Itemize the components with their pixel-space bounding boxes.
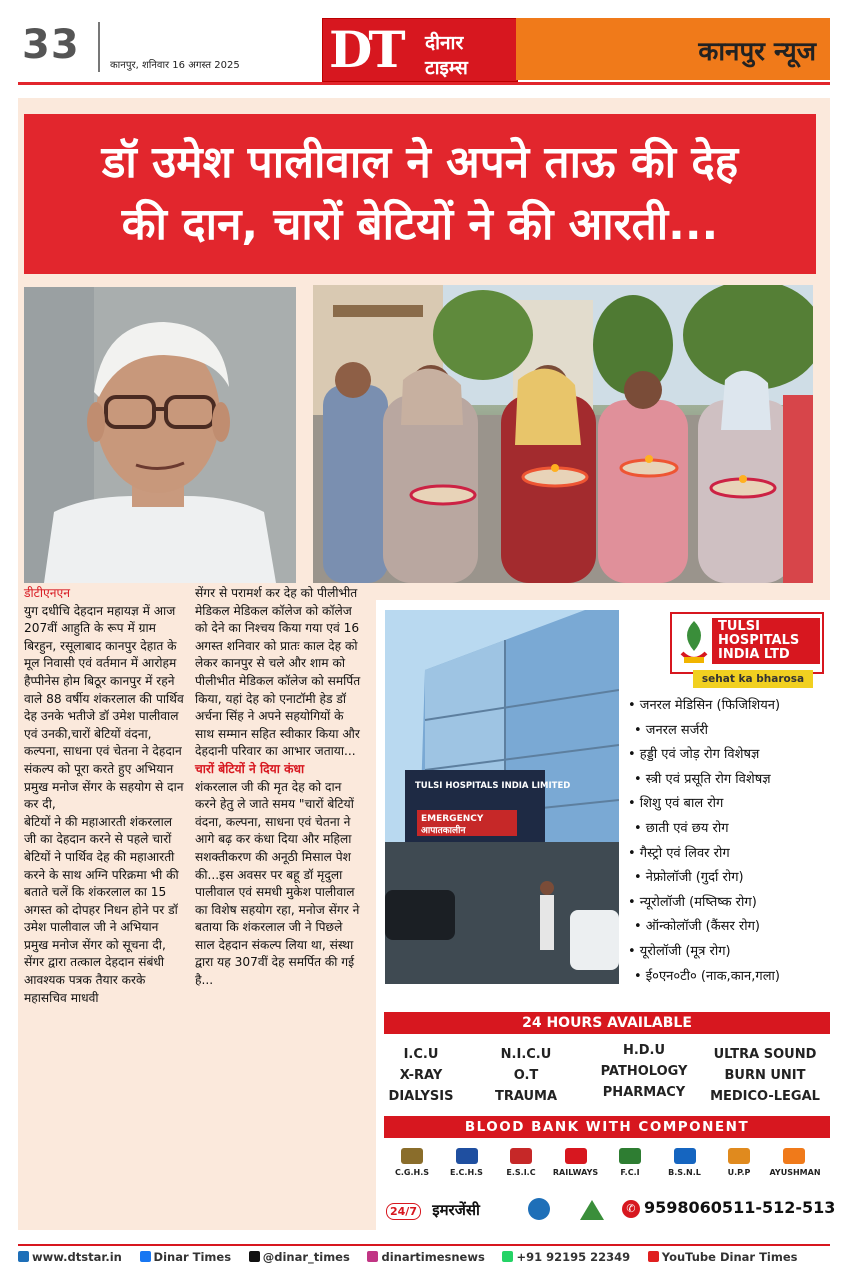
facility-item: PHARMACY (602, 1085, 686, 1100)
logo-line2: टाइम्स (425, 57, 468, 79)
panel-emblem-icon (456, 1148, 478, 1164)
panel-emblem-icon (619, 1148, 641, 1164)
hospital-building-photo (385, 610, 619, 984)
footer-facebook[interactable]: Dinar Times (140, 1250, 232, 1264)
service-item: • ऑन्कोलॉजी (कैंसर रोग) (634, 919, 760, 935)
hospital-building-illustration (385, 610, 619, 984)
article-column-1 (24, 585, 184, 1007)
article-column-2 (195, 585, 365, 990)
panel-label: U.P.P (727, 1168, 751, 1177)
facility-item: TRAUMA (494, 1089, 558, 1104)
building-sign-emergency: EMERGENCY (421, 814, 484, 824)
byline: डीटीएनएन (24, 586, 70, 600)
article-paragraph: बताते चलें कि शंकरलाल का 15 अगस्त को दोपहर निधन होने पर डॉ उमेश पालीवाल जी ने अभियान प्रमुख मनोज सेंगर को सूचना दी, सेंगर द्वारा तत्काल देहदान संबंधी आवश्यक पत्रक तैयार करके महासचिव माधवी (24, 885, 178, 1005)
panel-logo (715, 1148, 763, 1177)
phone-number[interactable] (622, 1198, 835, 1218)
service-item: • हड्डी एवं जोड़ रोग विशेषज्ञ (628, 747, 760, 763)
whatsapp-icon (502, 1251, 513, 1262)
service-item: • ई०एन०टी० (नाक,कान,गला) (634, 968, 780, 984)
headline-box (24, 114, 816, 274)
panel-emblem-icon (401, 1148, 423, 1164)
hospital-seal-icon (528, 1198, 550, 1220)
facility-item: ULTRA SOUND (713, 1047, 817, 1062)
article-paragraph: युग दधीचि देहदान महायज्ञ में आज 207वीं आहुति के रूप में ग्राम बिरहुन, रसूलाबाद कानपुर देहात के मूल निवासी एवं वर्तमान में आरोहम हैप्पीनेस होम बिठूर कानपुर में रहने वाले 88 वर्षीय शंकरलाल की पार्थिव देह उनके भतीजे डॉ उमेश पालीवाल एवं उनकी,चारों बेटियों वंदना, कल्पना, साधना एवं चेतना ने देहदान संकल्प को पूरा करते हुए अभियान प्रमुख मनोज सेंगर के सहयोग से दान कर दी, (24, 603, 184, 812)
facility-item: O.T (513, 1068, 539, 1083)
footer-instagram[interactable]: dinartimesnews (367, 1250, 484, 1264)
facility-item: PATHOLOGY (600, 1064, 688, 1079)
facility-column (490, 1044, 562, 1107)
logo-line1: दीनार (425, 32, 464, 54)
x-twitter-icon (249, 1251, 260, 1262)
section-title: कानपुर न्यूज (698, 37, 816, 67)
panel-label: F.C.I (620, 1168, 640, 1177)
facility-column (384, 1044, 458, 1107)
footer-rule (18, 1244, 830, 1246)
headline-line1: डॉ उमेश पालीवाल ने अपने ताऊ की देह (101, 137, 739, 188)
phone-icon: ✆ (622, 1200, 640, 1218)
headline-line2: की दान, चारों बेटियों ने की आरती... (121, 199, 719, 250)
panel-emblem-icon (728, 1148, 750, 1164)
service-item: • गैस्ट्रो एवं लिवर रोग (628, 845, 730, 861)
panel-emblem-icon (783, 1148, 805, 1164)
instagram-icon (367, 1251, 378, 1262)
service-item: • नेफ्रोलॉजी (गुर्दा रोग) (634, 870, 744, 886)
article-paragraph: शंकरलाल जी की मृत देह को दान करने हेतु ले जाते समय "चारों बेटियों वंदना, कल्पना, साधना एवं चेतना ने आगे बढ़ कर कंधा दिया और महिला सशक्तीकरण की अनूठी मिसाल पेश की...इस अवसर पर बहू डॉ मृदुला पालीवाल एवं समधी मुकेश पालीवाल का विशेष सहयोग रहा, मनोज सेंगर ने बताया कि शंकरलाल जी ने पिछले साल देहदान संकल्प लिया था, संस्था द्वारा यह 307वीं देह समर्पित की गई है... (195, 779, 360, 988)
panel-emblem-icon (510, 1148, 532, 1164)
section-banner (516, 18, 830, 80)
article-paragraph: बेटियों ने की महाआरती शंकरलाल जी का देहदान करने से पहले चारों बेटियों ने पार्थिव देह की महाआरती करने के साथ अग्नि परिक्रमा भी की (24, 814, 179, 882)
article-subhead: चारों बेटियों ने दिया कंधा (195, 761, 305, 776)
service-item: • न्यूरोलॉजी (मष्तिष्क रोग) (628, 894, 757, 910)
nabh-logo-icon (580, 1200, 604, 1220)
emergency-line (386, 1200, 480, 1220)
aarti-photo-illustration (313, 285, 813, 583)
service-item: • जनरल मेडिसिन (फिजिशियन) (628, 698, 781, 713)
facility-item: H.D.U (622, 1043, 666, 1058)
building-sign-hindi: आपातकालीन (421, 826, 466, 836)
panel-label: E.C.H.S (450, 1168, 483, 1177)
panel-label: AYUSHMAN (769, 1168, 821, 1177)
footer-website[interactable]: www.dtstar.in (18, 1250, 122, 1264)
panel-label: RAILWAYS (552, 1168, 599, 1177)
service-item: • शिशु एवं बाल रोग (628, 796, 724, 812)
service-item: • जनरल सर्जरी (634, 722, 709, 738)
available-banner: 24 HOURS AVAILABLE (384, 1012, 830, 1034)
facility-column (584, 1040, 704, 1103)
facility-item: DIALYSIS (388, 1089, 454, 1104)
hospital-tagline: sehat ka bharosa (693, 670, 813, 688)
panel-logo (661, 1148, 709, 1177)
panel-logo (443, 1148, 491, 1177)
panel-logo (497, 1148, 545, 1177)
panel-logo (388, 1148, 436, 1177)
service-item: • स्त्री एवं प्रसूति रोग विशेषज्ञ (634, 771, 771, 787)
portrait-photo-illustration (24, 287, 296, 583)
facility-item: BURN UNIT (724, 1068, 806, 1083)
service-item: • छाती एवं छय रोग (634, 820, 729, 836)
header-rule (18, 82, 830, 85)
panel-emblem-icon (565, 1148, 587, 1164)
service-item: • यूरोलॉजी (मूत्र रोग) (628, 943, 731, 959)
facility-column (700, 1044, 830, 1107)
hospital-name: TULSI HOSPITALS INDIA LTD (712, 618, 820, 664)
globe-icon (18, 1251, 29, 1262)
dateline: कानपुर, शनिवार 16 अगस्त 2025 (110, 60, 240, 71)
facility-item: X-RAY (399, 1068, 443, 1083)
page-number: 33 (22, 22, 80, 68)
footer-whatsapp[interactable]: +91 92195 22349 (502, 1250, 630, 1264)
facility-item: I.C.U (403, 1047, 439, 1062)
facility-item: MEDICO-LEGAL (710, 1089, 820, 1104)
panel-label: C.G.H.S (394, 1168, 429, 1177)
panel-label: B.S.N.L (668, 1168, 701, 1177)
emergency-247-badge: 24/7 (386, 1203, 421, 1220)
panel-label: E.S.I.C (506, 1168, 536, 1177)
youtube-icon (648, 1251, 659, 1262)
tulsi-leaf-icon (676, 617, 712, 667)
portrait-photo (24, 287, 296, 583)
blood-bank-banner: BLOOD BANK WITH COMPONENT (384, 1116, 830, 1138)
services-list (628, 694, 828, 989)
masthead-logo[interactable] (322, 18, 518, 82)
facebook-icon (140, 1251, 151, 1262)
emergency-label: इमरजेंसी (432, 1201, 480, 1219)
panel-emblem-icon (674, 1148, 696, 1164)
panel-logo (606, 1148, 654, 1177)
panel-logo (769, 1148, 821, 1177)
footer-social-bar (18, 1250, 830, 1272)
footer-youtube[interactable]: YouTube Dinar Times (648, 1250, 798, 1264)
footer-twitter[interactable]: @dinar_times (249, 1250, 350, 1264)
phone-text: 9598060511-512-513 (644, 1198, 836, 1217)
facility-item: N.I.C.U (500, 1047, 552, 1062)
logo-letters: DT (329, 20, 402, 79)
aarti-photo (313, 285, 813, 583)
article-paragraph: सेंगर से परामर्श कर देह को पीलीभीत मेडिकल मेडिकल कॉलेज को कॉलेज को देने का निश्चय किया गया एवं 16 अगस्त शनिवार को प्रातः काल देह को लेकर कानपुर से चले और शाम को पीलीभीत मेडिकल कॉलेज को समर्पित किया, यहां देह को एनाटॉमी हेड डॉ अर्चना सिंह ने अपने सहयोगियों के साथ सम्मान सहित स्वीकार किया और देहदानी परिवार का आभार जताया... (195, 586, 361, 759)
header-divider (98, 22, 100, 72)
panel-logo (552, 1148, 600, 1177)
building-sign-name: TULSI HOSPITALS INDIA LIMITED (415, 781, 571, 791)
